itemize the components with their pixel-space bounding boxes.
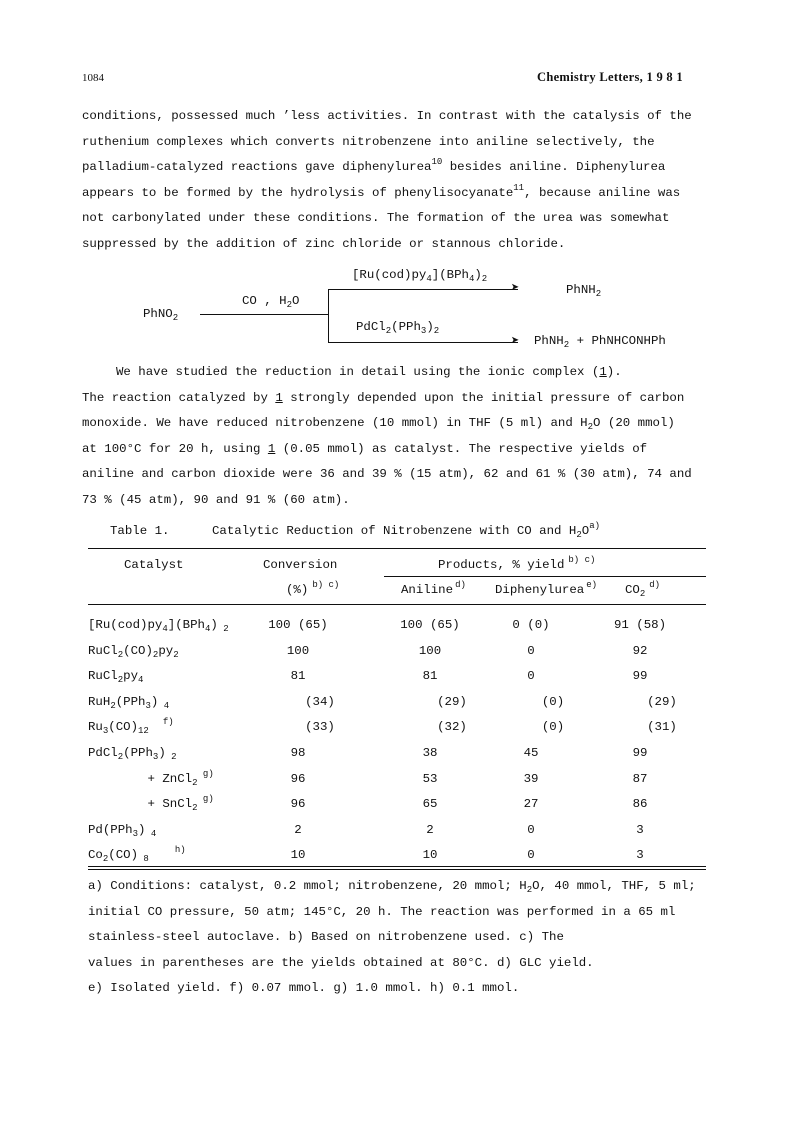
top-arrow-line [328, 289, 518, 290]
main-arrow-line [200, 314, 328, 315]
cell-aniline: (29) [437, 695, 467, 709]
cell-catalyst: $Co_2(CO)$ $_8^{h)}$ [88, 845, 186, 864]
header-conversion: Conversion [263, 558, 338, 572]
cell-aniline: 100 (65) [400, 618, 460, 632]
cell-co2: 91 (58) [613, 618, 667, 632]
page-number: 1084 [82, 72, 104, 84]
cell-co2: 3 [636, 823, 644, 837]
cell-catalyst: Pd(PPh$_3$) $_4$ [88, 823, 157, 839]
cell-conversion: 100 (65) [268, 618, 328, 632]
cell-aniline: 81 [422, 669, 438, 683]
header-diphenylurea: Diphenylurea $^{e)}$ [495, 580, 598, 597]
cell-co2: 87 [632, 772, 648, 786]
cell-co2: 86 [632, 797, 648, 811]
table-top-rule [88, 548, 706, 549]
text-line: We have studied the reduction in detail using the ionic complex (1). [116, 365, 622, 379]
cell-catalyst: $Ru_3(CO)_{12}^{f)}$ [88, 717, 174, 736]
cell-diphenylurea: 0 [527, 823, 535, 837]
cell-diphenylurea: 0 (0) [512, 618, 550, 632]
cell-aniline: 38 [422, 746, 438, 760]
bottom-arrow-line [328, 342, 518, 343]
cell-aniline: 100 [418, 644, 442, 658]
text-line: at 100°C for 20 h, using 1 (0.05 mmol) as catalyst. The respective yields of [82, 442, 648, 456]
text-line: monoxide. We have reduced nitrobenzene (10 mmol) in THF (5 ml) and $H_2O$ (20 mmol) [82, 416, 675, 432]
top-catalyst-label: $[Ru(cod)py_4](BPh_4)_2$ [352, 268, 488, 284]
footnote-line: values in parentheses are the yields obtained at 80°C. d) GLC yield. [88, 956, 594, 970]
cell-co2: 92 [632, 644, 648, 658]
cell-co2: 3 [636, 848, 644, 862]
table-bottom-rule-2 [88, 869, 706, 870]
bottom-product-label: PhNH$_2$ + PhNHCONHPh [534, 334, 666, 350]
cell-diphenylurea: 0 [527, 669, 535, 683]
footnote-line: a) Conditions: catalyst, 0.2 mmol; nitrobenzene, 20 mmol; $H_2O$, 40 mmol, THF, 5 ml; [88, 879, 696, 895]
cell-conversion: 10 [290, 848, 306, 862]
cell-catalyst: + ZnCl$_2$ $^{g)}$ [88, 769, 214, 788]
table-caption: Catalytic Reduction of Nitrobenzene with CO and $H_2O^{a)}$ [212, 521, 601, 540]
header-catalyst: Catalyst [124, 558, 184, 572]
cell-diphenylurea: 27 [523, 797, 539, 811]
cell-conversion: 81 [290, 669, 306, 683]
arrow-head-icon: ➤ [511, 333, 520, 349]
header-products: Products, % yield $^{b) c)}$ [438, 555, 596, 572]
cell-aniline: 65 [422, 797, 438, 811]
header-aniline: Aniline $^{d)}$ [401, 580, 466, 597]
reactant-label: PhNO$_2$ [143, 307, 179, 323]
cell-aniline: (32) [437, 720, 467, 734]
cell-catalyst: PdCl$_2$(PPh$_3$) $_2$ [88, 746, 177, 762]
cell-co2: 99 [632, 746, 648, 760]
cell-diphenylurea: 39 [523, 772, 539, 786]
cell-diphenylurea: 0 [527, 644, 535, 658]
cell-catalyst: RuH$_2$(PPh$_3$) $_4$ [88, 695, 170, 711]
cell-aniline: 53 [422, 772, 438, 786]
cell-catalyst: $RuCl_2(CO)_2py_2$ [88, 644, 179, 660]
bottom-catalyst-label: $PdCl_2(PPh_3)_2$ [356, 320, 440, 336]
cell-catalyst: + SnCl$_2$ $^{g)}$ [88, 794, 214, 813]
footnote-line: stainless-steel autoclave. b) Based on nitrobenzene used. c) The [88, 930, 564, 944]
arrow-head-icon: ➤ [511, 280, 520, 296]
text-line: ruthenium complexes which converts nitrobenzene into aniline selectively, the [82, 135, 655, 149]
cell-conversion: (33) [305, 720, 335, 734]
cell-conversion: 98 [290, 746, 306, 760]
text-line: 73 % (45 atm), 90 and 91 % (60 atm). [82, 493, 350, 507]
cell-conversion: (34) [305, 695, 335, 709]
footnote-line: e) Isolated yield. f) 0.07 mmol. g) 1.0 mmol. h) 0.1 mmol. [88, 981, 520, 995]
products-rule [384, 576, 706, 577]
cell-conversion: 2 [294, 823, 302, 837]
header-conversion-unit: (%) $^{b) c)}$ [286, 580, 340, 597]
journal-title: Chemistry Letters, 1 9 8 1 [537, 70, 683, 84]
cell-diphenylurea: (0) [541, 695, 565, 709]
text-line: aniline and carbon dioxide were 36 and 39 % (15 atm), 62 and 61 % (30 atm), 74 and [82, 467, 692, 481]
text-line: not carbonylated under these conditions. The formation of the urea was somewhat [82, 211, 670, 225]
header-co2: $CO_2^{d)}$ [625, 580, 661, 599]
cell-catalyst: $RuCl_2py_4$ [88, 669, 144, 685]
text-line: The reaction catalyzed by 1 strongly depended upon the initial pressure of carbon [82, 391, 685, 405]
cell-diphenylurea: 0 [527, 848, 535, 862]
footnote-line: initial CO pressure, 50 atm; 145°C, 20 h. The reaction was performed in a 65 ml [88, 905, 676, 919]
text-line: suppressed by the addition of zinc chloride or stannous chloride. [82, 237, 566, 251]
branch-line [328, 289, 329, 342]
reagent-label: CO , $H_2O$ [242, 294, 300, 310]
table-caption-label: Table 1. [110, 524, 170, 538]
cell-catalyst: $[Ru(cod)py_4](BPh_4)$ $_2$ [88, 618, 229, 634]
text-line: conditions, possessed much ’less activities. In contrast with the catalysis of the [82, 109, 692, 123]
cell-co2: 99 [632, 669, 648, 683]
cell-aniline: 2 [426, 823, 434, 837]
cell-co2: (29) [647, 695, 677, 709]
table-bottom-rule [88, 866, 706, 867]
top-product-label: PhNH$_2$ [566, 283, 602, 299]
table-header-rule [88, 604, 706, 605]
cell-co2: (31) [647, 720, 677, 734]
text-line: appears to be formed by the hydrolysis of phenylisocyanate$^{11}$, because aniline was [82, 183, 681, 200]
text-line: palladium-catalyzed reactions gave diphenylurea$^{10}$ besides aniline. Diphenylurea [82, 157, 666, 174]
cell-diphenylurea: 45 [523, 746, 539, 760]
cell-conversion: 96 [290, 772, 306, 786]
cell-aniline: 10 [422, 848, 438, 862]
cell-conversion: 96 [290, 797, 306, 811]
cell-diphenylurea: (0) [541, 720, 565, 734]
cell-conversion: 100 [286, 644, 310, 658]
